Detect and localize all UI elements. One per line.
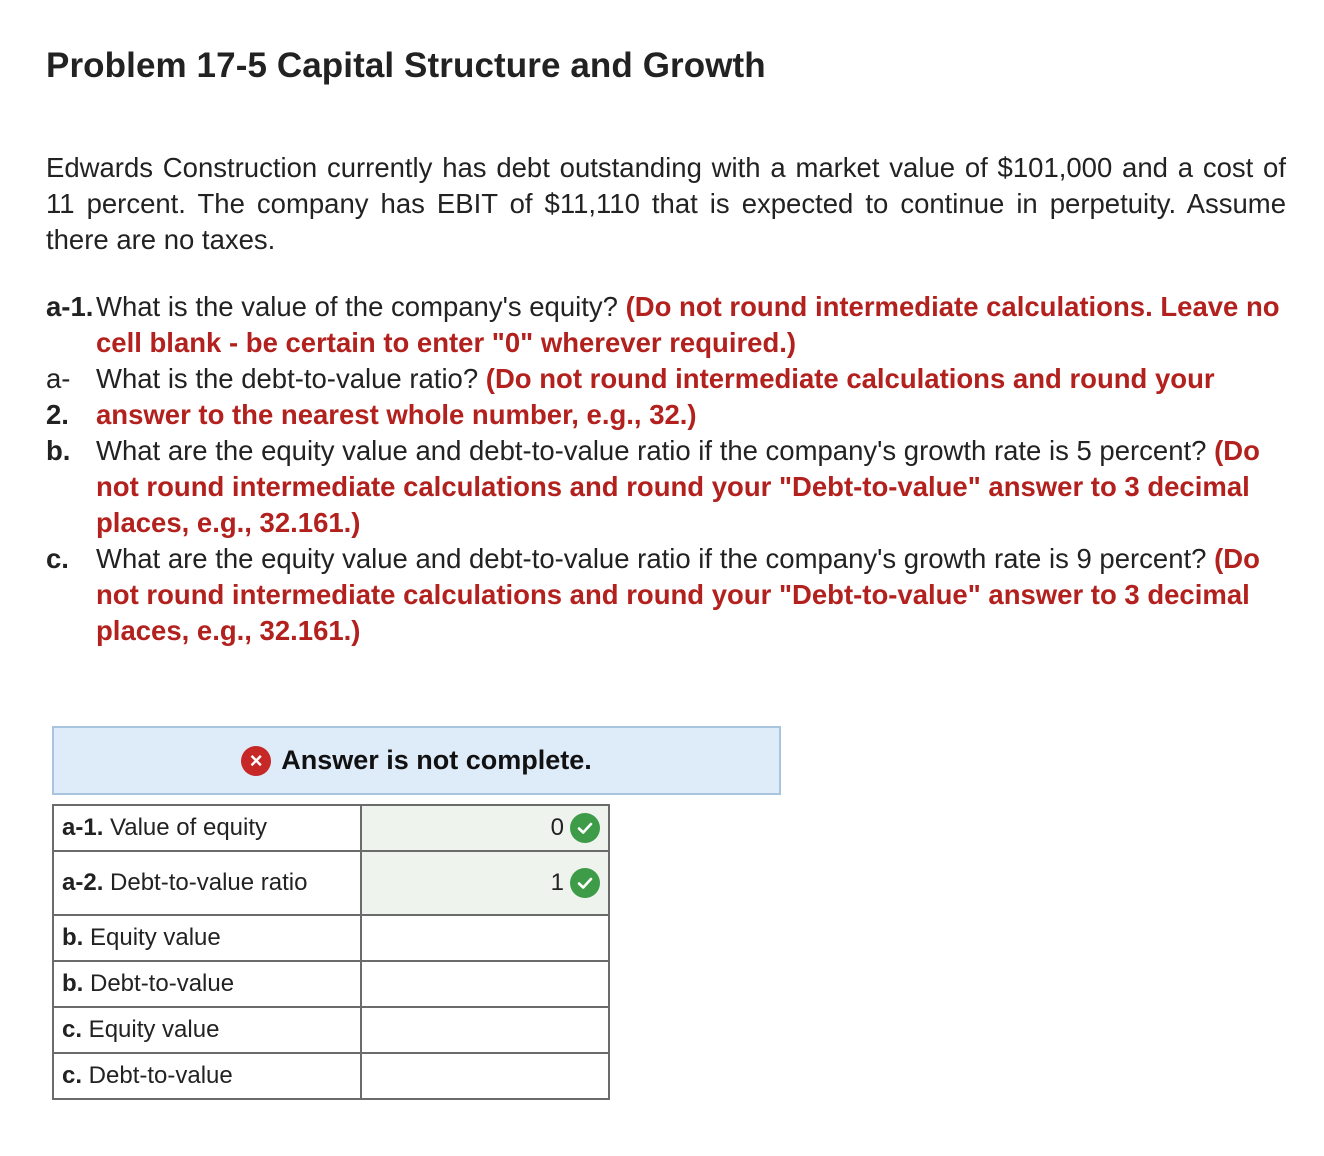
row-label-prefix: c. [62,1062,83,1089]
table-row [53,851,609,915]
row-label [53,915,361,961]
answer-input-a1-equity[interactable] [361,805,609,851]
answer-status-text: Answer is not complete. [281,745,592,775]
row-label-text: Equity value [82,1016,220,1043]
question-label-top: a- [46,363,71,394]
row-label [53,1053,361,1099]
row-label [53,805,361,851]
row-label-prefix: a-1. [62,814,104,841]
question-note: (Do not round intermediate calculations and round your answer to the nearest whole number, e.g., 32.) [96,363,1215,430]
question-body [96,289,1296,361]
question-body [96,541,1296,649]
row-label [53,961,361,1007]
question-c [46,541,1296,649]
answer-status-content [241,745,592,776]
question-label: a-1. [46,291,94,322]
question-note: (Do not round intermediate calculations and round your "Debt-to-value" answer to 3 decimal places, e.g., 32.161.) [96,435,1260,538]
answer-value: 1 [550,869,564,896]
question-body [96,433,1296,541]
question-b [46,433,1296,541]
table-row [53,805,609,851]
question-body [96,361,1296,433]
question-text: What are the equity value and debt-to-value ratio if the company's growth rate is 9 percent? [96,543,1215,574]
table-row [53,915,609,961]
question-a2 [46,361,1296,433]
question-text: What are the equity value and debt-to-value ratio if the company's growth rate is 5 percent? [96,435,1215,466]
question-a1 [46,289,1296,361]
problem-title: Problem 17-5 Capital Structure and Growth [46,46,766,85]
check-circle-icon [570,813,600,843]
row-label-text: Equity value [83,924,221,951]
question-label: c. [46,543,69,574]
row-label-text: Debt-to-value ratio [103,869,308,896]
question-label [46,361,96,433]
question-note: (Do not round intermediate calculations. Leave no cell blank - be certain to enter "0" wherever required.) [96,291,1280,358]
question-label: b. [46,435,71,466]
check-circle-icon [570,868,600,898]
answer-input-c-debt-to-value[interactable] [361,1053,609,1099]
row-label-text: Debt-to-value [83,970,235,997]
table-row [53,1007,609,1053]
answer-input-b-debt-to-value[interactable] [361,961,609,1007]
answer-value: 0 [550,814,564,841]
question-note: (Do not round intermediate calculations and round your "Debt-to-value" answer to 3 decimal places, e.g., 32.161.) [96,543,1260,646]
answer-table [52,804,610,1100]
row-label-prefix: b. [62,970,84,997]
question-list [46,289,1296,649]
problem-intro: Edwards Construction currently has debt outstanding with a market value of $101,000 and a cost of 11 percent. The company has EBIT of $11,110 that is expected to continue in perpetuity. Assume there are no taxes. [46,152,1286,255]
row-label-prefix: c. [62,1016,83,1043]
answer-input-a2-debt-to-value[interactable] [361,851,609,915]
row-label [53,1007,361,1053]
row-label-prefix: b. [62,924,84,951]
answer-status-banner [52,726,781,795]
row-label-prefix: a-2. [62,869,104,896]
x-circle-icon: × [241,746,271,776]
row-label-text: Value of equity [103,814,268,841]
question-text: What is the debt-to-value ratio? [96,363,486,394]
row-label-text: Debt-to-value [82,1062,233,1089]
question-text: What is the value of the company's equity? [96,291,626,322]
answer-input-c-equity[interactable] [361,1007,609,1053]
row-label [53,851,361,915]
table-row [53,961,609,1007]
question-label-bottom: 2. [46,399,69,430]
answer-input-b-equity[interactable] [361,915,609,961]
table-row [53,1053,609,1099]
